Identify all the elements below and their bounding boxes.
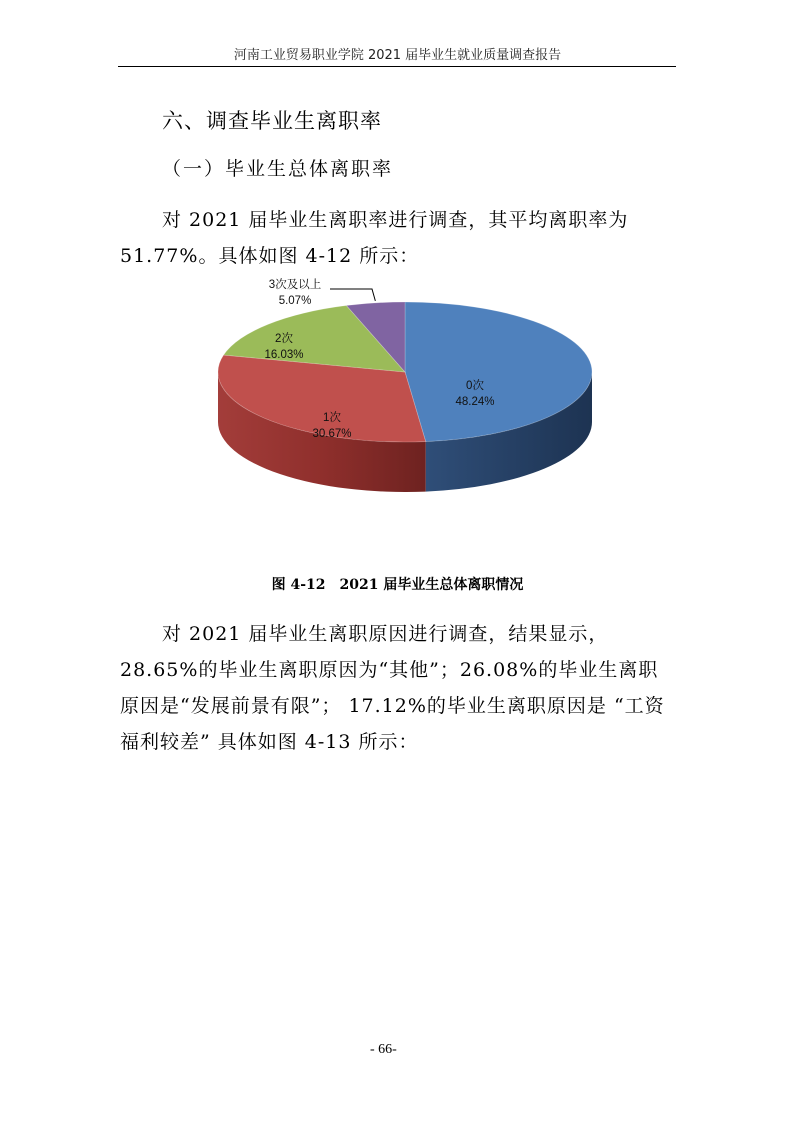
section-heading: 六、调查毕业生离职率	[162, 109, 382, 133]
paragraph-reasons: 对 2021 届毕业生离职原因进行调查，结果显示，28.65%的毕业生离职原因为“其他”；26.08%的毕业生离职原因是“发展前景有限”； 17.12%的毕业生离职原因是 “工资福利较差” 具体如图 4-13 所示：	[120, 623, 665, 753]
paragraph-intro: 对 2021 届毕业生离职率进行调查，其平均离职率为 51.77%。具体如图 4-12 所示：	[120, 209, 629, 267]
header-rule	[118, 66, 676, 67]
data-label-value-1: 30.67%	[312, 428, 352, 440]
leader-line	[330, 289, 375, 301]
pie-chart	[200, 270, 620, 530]
data-label-value-2: 16.03%	[264, 349, 304, 361]
figure-caption: 图 4-12 2021 届毕业生总体离职情况	[271, 577, 524, 593]
data-label-value-3: 5.07%	[278, 295, 312, 307]
data-label-category-2: 2次	[275, 333, 293, 345]
data-label-value-0: 48.24%	[455, 396, 495, 408]
page-number: - 66-	[370, 1042, 397, 1057]
data-label-category-3: 3次及以上	[268, 279, 322, 291]
data-label-category-1: 1次	[323, 412, 341, 424]
running-header: 河南工业贸易职业学院 2021 届毕业生就业质量调查报告	[233, 48, 562, 63]
subsection-heading: （一）毕业生总体离职率	[162, 158, 394, 180]
data-label-category-0: 0次	[466, 380, 484, 392]
